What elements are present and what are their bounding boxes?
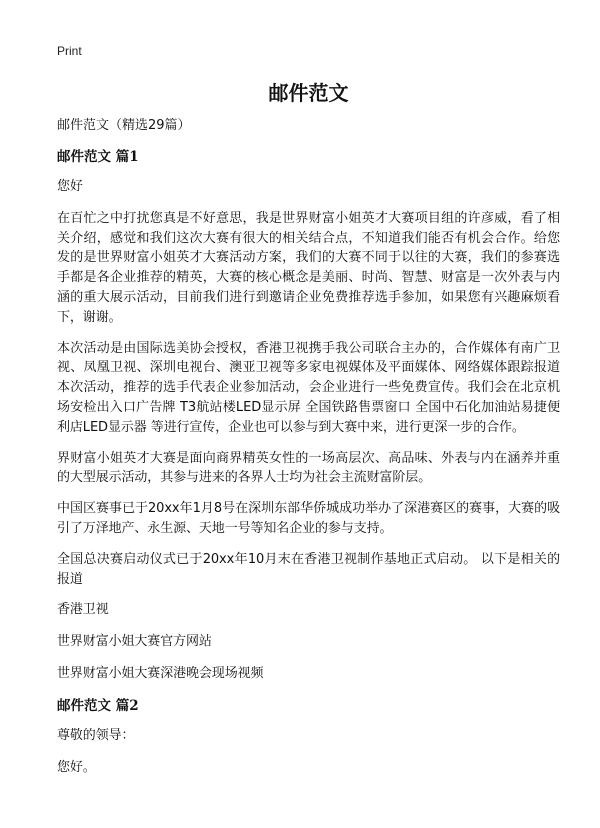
paragraph-link-official-site: 世界财富小姐大赛官方网站	[57, 634, 212, 650]
paragraph-link-video: 世界财富小姐大赛深港晚会现场视频	[57, 665, 264, 681]
paragraph-greeting: 您好	[57, 179, 83, 194]
paragraph: 中国区赛事已于20xx年1月8号在深圳东部华侨城成功举办了深港赛区的赛事，大赛的吸引了万泽地产、永生源、天地一号等知名企业的参与支持。	[57, 501, 560, 536]
paragraph: 在百忙之中打扰您真是不好意思，我是世界财富小姐英才大赛项目组的许彦威，看了相关介绍，感觉和我们这次大赛有很大的相关结合点，不知道我们能否有机会合作。给您发的是世界财富小姐英才大赛活动方案，我们的大赛不同于以往的大赛，我们的参赛选手都是各企业推荐的精英，大赛的核心概念是美丽、时尚、智慧、财富是一次外表与内涵的重大展示活动，目前我们进行到邀请企业免费推荐选手参加，如果您有兴趣麻烦看下，谢谢。	[57, 210, 560, 325]
print-label[interactable]: Print	[57, 44, 82, 58]
paragraph: 界财富小姐英才大赛是面向商界精英女性的一场高层次、高品味、外表与内在涵养并重的大型展示活动，其参与进来的各界人士均为社会主流财富阶层。	[57, 450, 560, 486]
section-1	[57, 147, 560, 684]
section-heading: 邮件范文 篇1	[57, 149, 139, 165]
paragraph-greeting: 您好。	[57, 759, 96, 775]
section-2	[57, 696, 560, 778]
paragraph: 本次活动是由国际选美协会授权，香港卫视携手我公司联合主办的，合作媒体有南广卫视、凤凰卫视、深圳电视台、澳亚卫视等多家电视媒体及平面媒体、网络媒体跟踪报道本次活动，推荐的选手代表企业参加活动，会企业进行一些免费宣传。我们会在北京机场安检出入口广告牌 T3航站楼LED显示屏 全国铁路售票窗口 全国中石化加油站易捷便利店LED显示器 等进行宣传，企业也可以参与到大赛中来，进行更深一步的合作。	[57, 340, 560, 435]
document-title: 邮件范文	[268, 81, 349, 105]
document-subtitle: 邮件范文（精选29篇）	[57, 118, 191, 133]
section-heading: 邮件范文 篇2	[57, 697, 139, 714]
paragraph-link-hk-tv: 香港卫视	[57, 602, 109, 618]
paragraph: 全国总决赛启动仪式已于20xx年10月末在香港卫视制作基地正式启动。 以下是相关的报道	[57, 551, 560, 587]
paragraph-salutation: 尊敬的领导：	[57, 727, 135, 743]
